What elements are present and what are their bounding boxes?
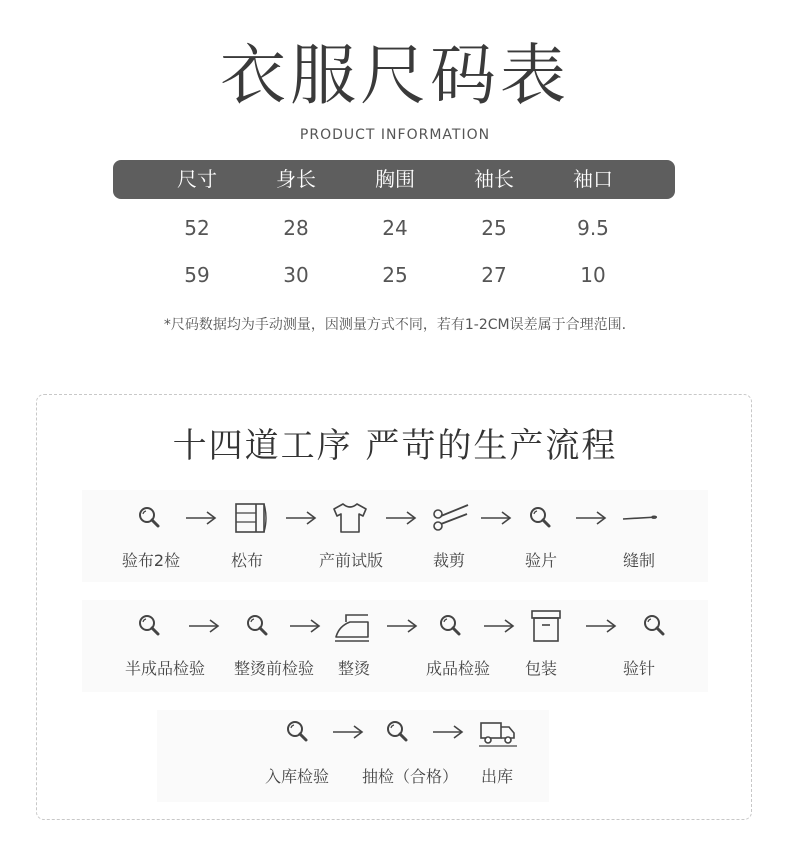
- arrow-right-icon: [383, 510, 419, 526]
- arrow-right-icon: [573, 510, 609, 526]
- measurement-note: *尺码数据均为手动测量，因测量方式不同，若有1-2CM误差属于合理范围.: [163, 317, 627, 333]
- column-header-chest: 胸围: [375, 167, 415, 191]
- arrow-right-icon: [186, 618, 222, 634]
- table-cell: 25: [481, 216, 507, 240]
- table-cell: 25: [382, 263, 408, 287]
- table-cell: 30: [283, 263, 309, 287]
- column-header-size: 尺寸: [177, 167, 217, 191]
- arrow-right-icon: [478, 510, 514, 526]
- process-step-label: 抽检（合格）: [361, 767, 458, 786]
- column-header-body-length: 身长: [276, 167, 316, 191]
- process-step-label: 产前试版: [318, 551, 383, 570]
- process-step-label: 验针: [622, 659, 655, 678]
- table-cell: 27: [481, 263, 507, 287]
- arrow-right-icon: [287, 618, 323, 634]
- process-step-label: 成品检验: [425, 659, 490, 678]
- magnifier-icon: [238, 608, 278, 644]
- process-step-label: 验片: [524, 551, 557, 570]
- fabric-roll-icon: [232, 500, 272, 536]
- table-cell: 24: [382, 216, 408, 240]
- column-header-sleeve-length: 袖长: [474, 167, 514, 191]
- process-step-label: 入库检验: [264, 767, 329, 786]
- page-subtitle: PRODUCT INFORMATION: [299, 127, 491, 143]
- table-cell: 28: [283, 216, 309, 240]
- process-step-label: 裁剪: [432, 551, 465, 570]
- table-cell: 9.5: [577, 216, 609, 240]
- process-step-label: 包装: [524, 659, 557, 678]
- process-step-label: 缝制: [622, 551, 655, 570]
- table-row: [0, 260, 790, 290]
- arrow-right-icon: [583, 618, 619, 634]
- magnifier-icon: [431, 608, 471, 644]
- magnifier-icon: [130, 500, 170, 536]
- column-header-cuff: 袖口: [573, 167, 613, 191]
- iron-icon: [332, 608, 372, 644]
- arrow-right-icon: [481, 618, 517, 634]
- arrow-right-icon: [430, 724, 466, 740]
- arrow-right-icon: [330, 724, 366, 740]
- process-step-label: 出库: [480, 767, 513, 786]
- magnifier-icon: [278, 714, 318, 750]
- arrow-right-icon: [283, 510, 319, 526]
- magnifier-icon: [378, 714, 418, 750]
- table-row: [0, 213, 790, 243]
- table-cell: 59: [184, 263, 210, 287]
- magnifier-icon: [521, 500, 561, 536]
- table-cell: 52: [184, 216, 210, 240]
- magnifier-icon: [130, 608, 170, 644]
- page-title: 衣服尺码表: [220, 37, 570, 114]
- process-step-label: 半成品检验: [124, 659, 205, 678]
- table-cell: 10: [580, 263, 606, 287]
- process-step-label: 验布2检: [121, 551, 181, 570]
- process-step-label: 整烫前检验: [233, 659, 314, 678]
- magnifier-icon: [635, 608, 675, 644]
- truck-icon: [478, 714, 518, 750]
- tshirt-icon: [330, 500, 370, 536]
- size-table-header: [113, 160, 675, 199]
- needle-icon: [620, 500, 660, 536]
- process-step-label: 松布: [230, 551, 263, 570]
- process-title: 十四道工序 严苛的生产流程: [172, 426, 618, 466]
- arrow-right-icon: [384, 618, 420, 634]
- arrow-right-icon: [183, 510, 219, 526]
- process-step-label: 整烫: [337, 659, 370, 678]
- box-icon: [526, 608, 566, 644]
- scissors-icon: [431, 500, 471, 536]
